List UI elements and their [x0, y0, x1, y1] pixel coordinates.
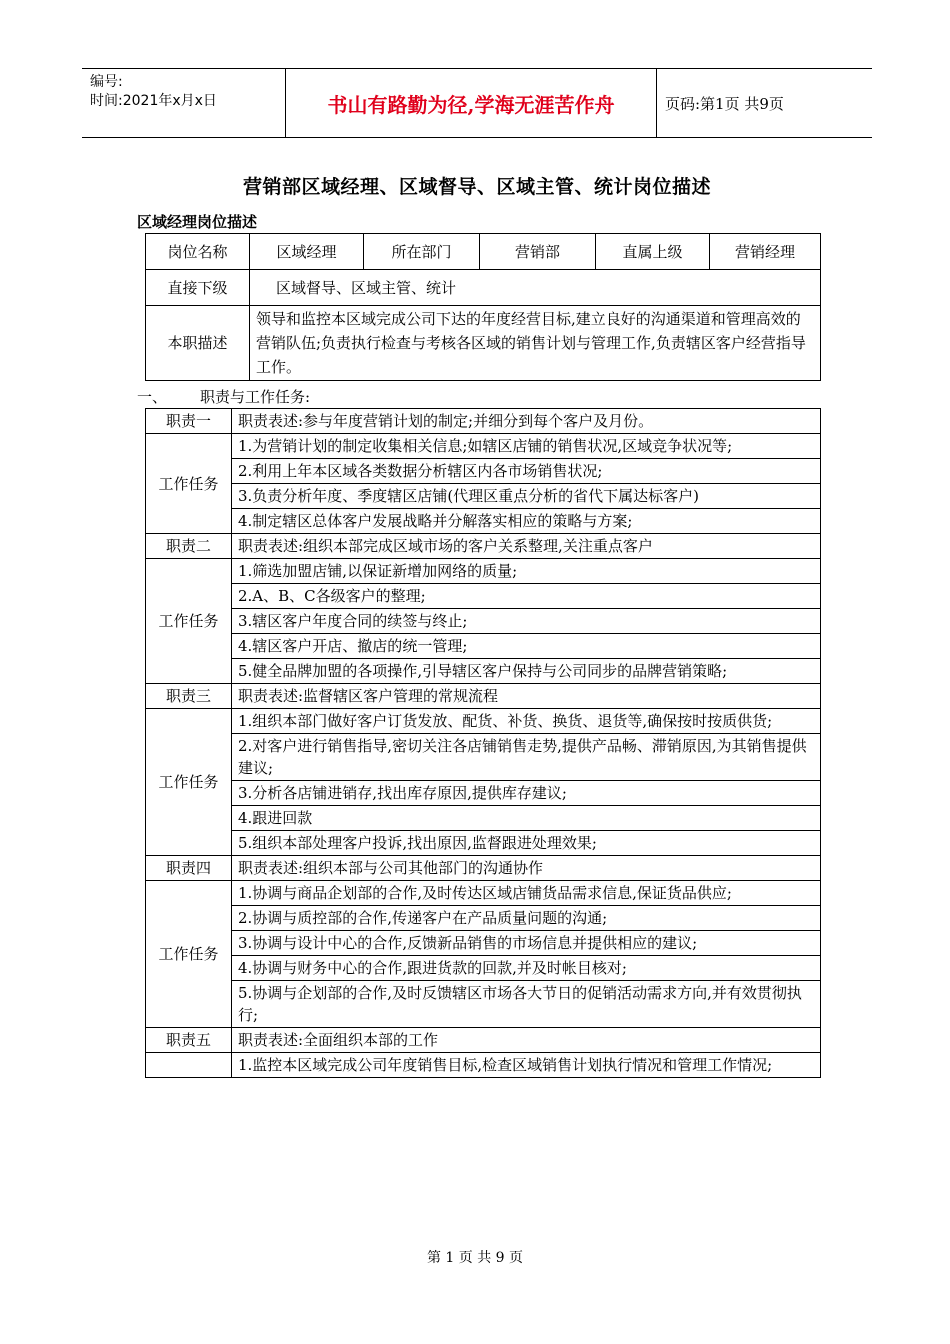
task-row — [146, 659, 821, 684]
section-heading — [137, 386, 310, 407]
task-item: 4.制定辖区总体客户发展战略并分解落实相应的策略与方案; — [232, 509, 821, 534]
subordinate-value: 区域督导、区域主管、统计 — [250, 270, 821, 306]
task-row — [146, 781, 821, 806]
duty-row — [146, 856, 821, 881]
section-number: 一、 — [137, 388, 168, 406]
duty-row — [146, 534, 821, 559]
header-page-info: 页码:第1页 共9页 — [665, 94, 784, 113]
document-title: 营销部区域经理、区域督导、区域主管、统计岗位描述 — [242, 176, 711, 198]
department-label: 所在部门 — [364, 234, 480, 270]
info-row-subordinate — [146, 270, 821, 306]
task-item: 4.跟进回款 — [232, 806, 821, 831]
info-row-position — [146, 234, 821, 270]
task-label: 工作任务 — [146, 709, 232, 856]
date-label: 时间:2021年x月x日 — [90, 93, 217, 109]
task-row — [146, 981, 821, 1028]
task-row — [146, 459, 821, 484]
task-row — [146, 1053, 821, 1078]
task-item: 1.协调与商品企划部的合作,及时传达区域店铺货品需求信息,保证货品供应; — [232, 881, 821, 906]
duty-statement: 职责表述:全面组织本部的工作 — [232, 1028, 821, 1053]
task-row — [146, 484, 821, 509]
duty-label: 职责三 — [146, 684, 232, 709]
page-header — [82, 68, 872, 138]
duty-label: 职责五 — [146, 1028, 232, 1053]
task-row — [146, 609, 821, 634]
task-row — [146, 584, 821, 609]
task-row — [146, 509, 821, 534]
position-name-value: 区域经理 — [250, 234, 364, 270]
task-row — [146, 831, 821, 856]
duty-row — [146, 1028, 821, 1053]
task-item: 3.协调与设计中心的合作,反馈新品销售的市场信息并提供相应的建议; — [232, 931, 821, 956]
task-label: 工作任务 — [146, 881, 232, 1028]
duty-statement: 职责表述:监督辖区客户管理的常规流程 — [232, 684, 821, 709]
duty-statement: 职责表述:组织本部完成区域市场的客户关系整理,关注重点客户 — [232, 534, 821, 559]
task-item: 2.对客户进行销售指导,密切关注各店铺销售走势,提供产品畅、滞销原因,为其销售提供建议; — [232, 734, 821, 781]
task-row — [146, 881, 821, 906]
duty-label: 职责二 — [146, 534, 232, 559]
task-item: 5.组织本部处理客户投诉,找出原因,监督跟进处理效果; — [232, 831, 821, 856]
task-item: 1.监控本区域完成公司年度销售目标,检查区域销售计划执行情况和管理工作情况; — [232, 1053, 821, 1078]
task-label: 工作任务 — [146, 434, 232, 534]
task-item: 4.辖区客户开店、撤店的统一管理; — [232, 634, 821, 659]
task-item: 3.辖区客户年度合同的续签与终止; — [232, 609, 821, 634]
duty-label: 职责四 — [146, 856, 232, 881]
document-subtitle: 区域经理岗位描述 — [137, 213, 258, 231]
task-item: 5.健全品牌加盟的各项操作,引导辖区客户保持与公司同步的品牌营销策略; — [232, 659, 821, 684]
section-title: 职责与工作任务: — [200, 388, 311, 406]
task-item: 3.负责分析年度、季度辖区店铺(代理区重点分析的省代下属达标客户) — [232, 484, 821, 509]
task-row — [146, 734, 821, 781]
duty-label: 职责一 — [146, 409, 232, 434]
task-item: 1.组织本部门做好客户订货发放、配货、补货、换货、退货等,确保按时按质供货; — [232, 709, 821, 734]
info-table — [145, 233, 821, 381]
task-label — [146, 1053, 232, 1078]
task-row — [146, 931, 821, 956]
task-row — [146, 559, 821, 584]
task-row — [146, 634, 821, 659]
task-row — [146, 709, 821, 734]
task-row — [146, 806, 821, 831]
task-item: 3.分析各店铺进销存,找出库存原因,提供库存建议; — [232, 781, 821, 806]
info-row-description — [146, 306, 821, 381]
task-item: 2.利用上年本区域各类数据分析辖区内各市场销售状况; — [232, 459, 821, 484]
description-label: 本职描述 — [146, 306, 250, 381]
description-value: 领导和监控本区域完成公司下达的年度经营目标,建立良好的沟通渠道和管理高效的营销队伍;负责执行检查与考核各区域的销售计划与管理工作,负责辖区客户经营指导工作。 — [250, 306, 821, 381]
subordinate-label: 直接下级 — [146, 270, 250, 306]
number-label: 编号: — [90, 74, 123, 90]
duty-statement: 职责表述:组织本部与公司其他部门的沟通协作 — [232, 856, 821, 881]
duty-row — [146, 409, 821, 434]
page-footer: 第 1 页 共 9 页 — [426, 1250, 524, 1266]
task-item: 2.协调与质控部的合作,传递客户在产品质量问题的沟通; — [232, 906, 821, 931]
task-row — [146, 956, 821, 981]
duty-statement: 职责表述:参与年度营销计划的制定;并细分到每个客户及月份。 — [232, 409, 821, 434]
task-item: 1.为营销计划的制定收集相关信息;如辖区店铺的销售状况,区域竞争状况等; — [232, 434, 821, 459]
superior-label: 直属上级 — [596, 234, 710, 270]
position-name-label: 岗位名称 — [146, 234, 250, 270]
task-item: 1.筛选加盟店铺,以保证新增加网络的质量; — [232, 559, 821, 584]
task-label: 工作任务 — [146, 559, 232, 684]
task-row — [146, 906, 821, 931]
header-meta — [90, 73, 285, 111]
duty-row — [146, 684, 821, 709]
superior-value: 营销经理 — [710, 234, 821, 270]
task-item: 5.协调与企划部的合作,及时反馈辖区市场各大节日的促销活动需求方向,并有效贯彻执行; — [232, 981, 821, 1028]
department-value: 营销部 — [480, 234, 596, 270]
header-motto: 书山有路勤为径,学海无涯苦作舟 — [285, 69, 657, 137]
task-item: 4.协调与财务中心的合作,跟进货款的回款,并及时帐目核对; — [232, 956, 821, 981]
duties-table — [145, 408, 821, 1078]
task-row — [146, 434, 821, 459]
task-item: 2.A、B、C各级客户的整理; — [232, 584, 821, 609]
